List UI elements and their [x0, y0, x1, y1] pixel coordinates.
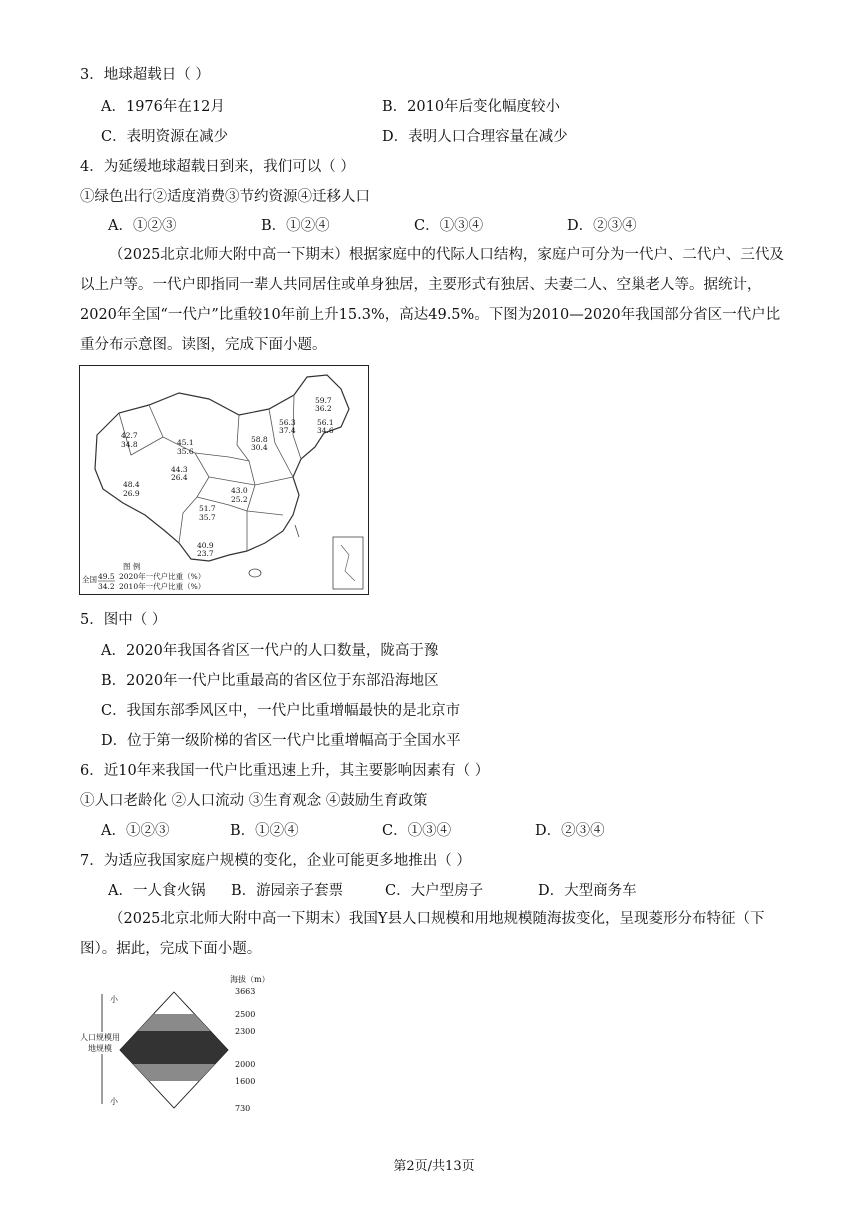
map-label-2020: 48.4: [123, 480, 140, 489]
q3-option-b: B．2010年后变化幅度较小: [382, 99, 561, 115]
household-map-figure: [79, 365, 369, 595]
altitude-axis-title: 海拔（m）: [230, 975, 270, 984]
q6-stem: 6．近10年来我国一代户比重迅速上升，其主要影响因素有（ ）: [80, 763, 490, 779]
q5-option-b: B．2020年一代户比重最高的省区位于东部沿海地区: [101, 673, 439, 689]
map-label-2010: 34.8: [121, 440, 138, 449]
map-label-2010: 35.6: [177, 447, 194, 456]
band-1600-2000: [133, 1064, 215, 1081]
q7-option-c: C．大户型房子: [385, 883, 484, 899]
q7-option-b: B．游园亲子套票: [231, 883, 344, 899]
q4-items: ①绿色出行②适度消费③节约资源④迁移人口: [80, 189, 370, 205]
map-label-2020: 45.1: [177, 438, 194, 447]
legend-2020-desc: 2020年一代户比重（%）: [119, 572, 206, 581]
q5-option-a: A．2020年我国各省区一代户的人口数量，陇高于豫: [101, 643, 439, 659]
tick-label: 3663: [235, 987, 256, 996]
q3-option-a: A．1976年在12月: [101, 99, 225, 115]
altitude-ticks: [235, 987, 255, 1113]
q3-option-d: D．表明人口合理容量在减少: [382, 129, 568, 145]
q6-items: ①人口老龄化 ②人口流动 ③生育观念 ④鼓励生育政策: [80, 793, 428, 809]
top-small-label: 小: [110, 995, 118, 1004]
q6-option-a: A．①②③: [101, 823, 170, 839]
map-label-2010: 26.9: [123, 489, 140, 498]
map-label-2020: 44.3: [171, 465, 188, 474]
q5-option-c: C．我国东部季风区中，一代户比重增幅最快的是北京市: [101, 703, 461, 719]
q3-option-c: C．表明资源在减少: [101, 129, 229, 145]
legend-national-label: 全国: [82, 575, 97, 584]
map-label-2020: 59.7: [315, 396, 332, 405]
map-label-2010: 23.7: [197, 549, 214, 558]
bottom-small-label: 小: [110, 1097, 118, 1106]
legend-national-2010: 34.2: [98, 582, 115, 591]
q6-option-c: C．①③④: [382, 823, 452, 839]
q5-stem: 5．图中（ ）: [80, 612, 167, 628]
q3-stem: 3．地球超载日（ ）: [80, 67, 210, 83]
tick-label: 2500: [235, 1010, 256, 1019]
china-map: [79, 365, 369, 595]
band-2000-2300: [120, 1031, 228, 1064]
q4-option-d: D．②③④: [567, 218, 637, 234]
q5-option-d: D．位于第一级阶梯的省区一代户比重增幅高于全国水平: [101, 733, 461, 749]
q4-option-c: C．①③④: [414, 218, 484, 234]
tick-label: 2000: [235, 1060, 256, 1069]
map-label-2020: 56.1: [317, 418, 334, 427]
page-number-footer: 第2页/共13页: [393, 1159, 475, 1174]
q4-option-b: B．①②④: [261, 218, 330, 234]
altitude-diamond-diagram: [80, 970, 280, 1118]
legend-national-2020: 49.5: [98, 572, 115, 581]
passage-household: （2025北京北师大附中高一下期末）根据家庭中的代际人口结构，家庭户可分为一代户、二代户、三代及以上户等。一代户即指同一辈人共同居住或单身独居，主要形式有独居、夫妻二人、空巢老人等。据统计，2020年全国“一代户”比重较10年前上升15.3%，高达49.5%。下图为2010—2020年我国部分省区一代户比重分布示意图。读图，完成下面小题。: [80, 247, 784, 353]
q6-option-b: B．①②④: [230, 823, 299, 839]
map-label-2020: 43.0: [231, 486, 248, 495]
altitude-diamond-figure: [80, 970, 280, 1118]
q6-option-d: D．②③④: [535, 823, 605, 839]
map-label-2010: 30.4: [251, 443, 268, 452]
tick-label: 1600: [235, 1077, 256, 1086]
q7-stem: 7．为适应我国家庭户规模的变化，企业可能更多地推出（ ）: [80, 853, 471, 869]
passage-county: （2025北京北师大附中高一下期末）我国Y县人口规模和用地规模随海拔变化，呈现菱形分布特征（下图）。据此，完成下面小题。: [80, 911, 765, 957]
q7-option-a: A．一人食火锅: [108, 883, 206, 899]
q4-option-a: A．①②③: [108, 218, 177, 234]
map-label-2020: 42.7: [121, 431, 138, 440]
q4-stem: 4．为延缓地球超载日到来，我们可以（ ）: [80, 159, 355, 175]
map-label-2010: 36.2: [315, 404, 332, 413]
map-label-2020: 58.8: [251, 435, 268, 444]
tick-label: 730: [235, 1104, 251, 1113]
map-label-2020: 51.7: [199, 504, 216, 513]
band-2300-2500: [138, 1014, 211, 1031]
map-label-2020: 56.3: [279, 418, 296, 427]
legend-title: 图 例: [123, 562, 141, 571]
q7-option-d: D．大型商务车: [538, 883, 637, 899]
map-label-2010: 34.6: [317, 426, 334, 435]
map-label-2010: 35.7: [199, 513, 216, 522]
legend-2010-desc: 2010年一代户比重（%）: [119, 582, 206, 591]
map-label-2010: 37.4: [279, 426, 296, 435]
map-label-2010: 25.2: [231, 495, 248, 504]
population-land-scale-label: 人口规模用地规模: [80, 1033, 120, 1053]
map-label-2010: 26.4: [171, 473, 188, 482]
tick-label: 2300: [235, 1027, 256, 1036]
map-label-2020: 40.9: [197, 541, 214, 550]
